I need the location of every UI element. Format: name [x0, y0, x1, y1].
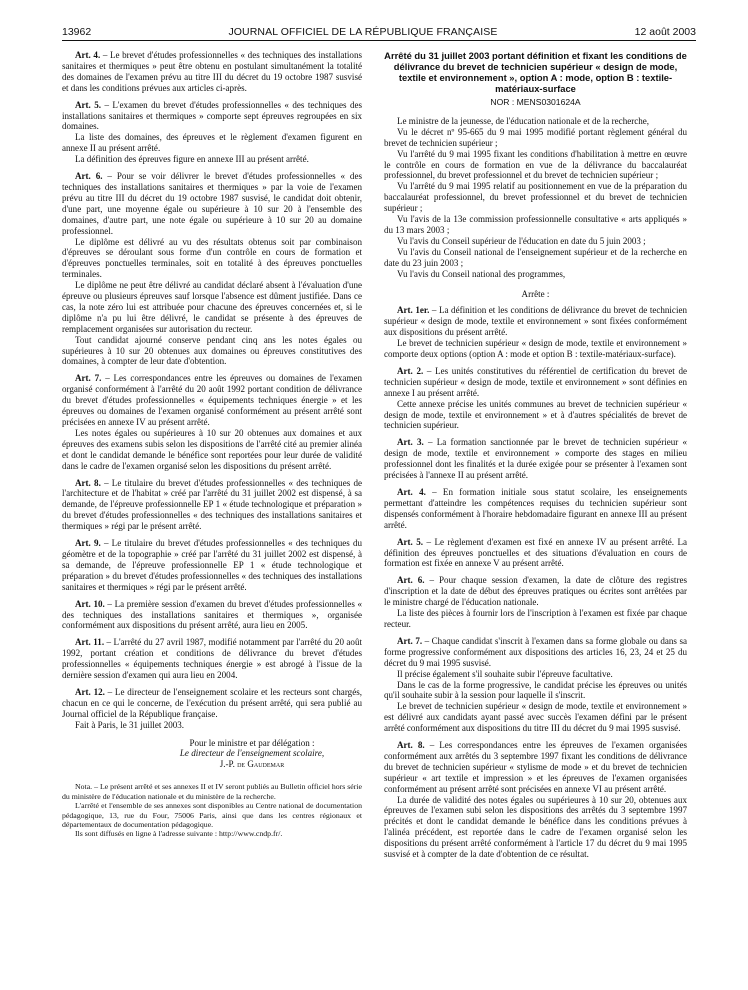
article-subparagraph	[384, 669, 687, 680]
article-text: La liste des domaines, des épreuves et le règlement d'examen figurent en annexe II au présent arrêté.	[62, 132, 362, 154]
signature-line: Pour le ministre et par délégation :	[189, 737, 315, 748]
article-label: Art. 12.	[75, 686, 105, 697]
article-label: Art. 9.	[75, 538, 101, 549]
article-paragraph	[384, 305, 687, 338]
article-paragraph	[62, 100, 362, 133]
article-paragraph	[62, 373, 362, 428]
article-label: Art. 6.	[75, 171, 103, 182]
article-label: Art. 8.	[75, 477, 101, 488]
signature-block	[142, 738, 362, 771]
article-label: Art. 11.	[75, 637, 105, 648]
footnote: L'arrêté et l'ensemble de ses annexes sont disponibles au Centre national de documentation pédagogique, 13, rue du Four, 75006 Paris, ainsi que dans les centres régionaux et départementaux de documentation pédagogique.	[62, 801, 362, 829]
article-text: – Le brevet d'études professionnelles « des techniques des installations sanitaires et thermiques » peut être obtenu en postulant simultanément la totalité des domaines de l'examen prévu au titre III du décret du 19 octobre 1987 susvisé et dans les conditions prévues aux articles ci-après.	[62, 50, 362, 93]
article-subparagraph	[384, 795, 687, 860]
article-text: Il précise également s'il souhaite subir l'épreuve facultative.	[397, 668, 613, 679]
article-text: – La définition et les conditions de délivrance du brevet de technicien supérieur « design de mode, textile et environnement » sont fixées conformément aux dispositions du présent arrêté.	[384, 305, 687, 338]
article-text: – Les unités constitutives du référentiel de certification du brevet de technicien supérieur « design de mode, textile et environnement » sont définies en annexe I au présent arrêté.	[384, 365, 687, 398]
place-date: Fait à Paris, le 31 juillet 2003.	[75, 719, 185, 730]
article-paragraph	[62, 637, 362, 681]
article-subparagraph	[384, 338, 687, 360]
preamble-paragraph: Vu l'avis du Conseil national de l'enseignement supérieur et de la recherche en date du 23 juin 2003 ;	[384, 246, 687, 268]
article-text: Tout candidat ajourné conserve pendant cinq ans les notes égales ou supérieures à 10 sur 20 obtenues aux domaines ou épreuves constitutives des domaines, à compter de leur date d'obtention.	[62, 334, 362, 367]
article-paragraph	[384, 575, 687, 608]
article-text: – L'arrêté du 27 avril 1987, modifié notamment par l'arrêté du 20 août 1992, portant création et conditions de délivrance du brevet d'études professionnelles « équipements techniques énergie » est abrogé à l'issue de la dernière session d'examen qui aura lieu en 2004.	[62, 637, 362, 681]
article-subparagraph	[384, 701, 687, 734]
article-text: – La formation sanctionnée par le brevet de technicien supérieur « design de mode, textile et environnement » comporte des stages en milieu professionnel dont les finalités et la durée exigée pour se présenter à l'examen sont précisées à l'annexe II au présent arrêté.	[384, 437, 687, 481]
article-label: Art. 4.	[397, 487, 426, 497]
article-paragraph	[384, 437, 687, 481]
article-paragraph	[384, 636, 687, 669]
article-text: – Le directeur de l'enseignement scolaire et les recteurs sont chargés, chacun en ce qui le concerne, de l'exécution du présent arrêté, qui sera publié au Journal officiel de la République française.	[62, 686, 362, 719]
article-paragraph	[384, 740, 687, 795]
arrete-heading: Arrête :	[521, 288, 550, 299]
footnote: Nota. – Le présent arrêté et ses annexes II et IV seront publiés au Bulletin officiel hors série du ministère de l'éducation nationale et du ministère de la recherche.	[62, 782, 362, 801]
article-text: Cette annexe précise les unités communes au brevet de technicien supérieur « design de mode, textile et environnement » et à d'autres spécialités de brevet de technicien supérieur.	[384, 398, 687, 431]
article-label: Art. 10.	[75, 598, 105, 609]
article-text: – Les correspondances entre les épreuves de l'examen organisées conformément aux arrêtés du 3 septembre 1997 fixant les conditions de délivrance du brevet de technicien supérieur « stylisme de mode » et du brevet de technicien supérieur « art textile et impression » et les épreuves de l'examen organisées conformément au présent arrêté sont précisées en annexe VI au présent arrêté.	[384, 740, 687, 794]
signature-role: Le directeur de l'enseignement scolaire,	[179, 748, 325, 759]
article-text: – Chaque candidat s'inscrit à l'examen dans sa forme globale ou dans sa forme progressive conformément aux dispositions des articles 16, 23, 24 et 25 du décret du 9 mai 1995 susvisé.	[384, 635, 687, 668]
article-label: Art. 7.	[75, 373, 102, 384]
page-number: 13962	[62, 26, 92, 38]
article-paragraph	[62, 171, 362, 236]
preamble-paragraph: Vu l'arrêté du 9 mai 1995 relatif au positionnement en vue de la préparation du baccalauréat professionnel, du brevet professionnel et du brevet de technicien supérieur ;	[384, 181, 687, 214]
signature-name: J.-P. de Gaudemar	[219, 759, 285, 770]
article-subparagraph	[62, 154, 362, 165]
article-text: – Pour se voir délivrer le brevet d'études professionnelles « des techniques des installations sanitaires et thermiques » par la voie de l'examen prévu au titre III du décret du 19 octobre 1987 susvisé, le candidat doit obtenir, d'une part, une moyenne égale ou supérieure à 10 sur 20 à l'ensemble des domaines, d'autre part, une note égale ou supérieure à 10 sur 20 au domaine professionnel.	[62, 171, 362, 236]
article-paragraph	[62, 599, 362, 632]
article-text: – La première session d'examen du brevet d'études professionnelles « des techniques des installations sanitaires et thermiques », organisée conformément aux dispositions du présent arrêté, aura lieu en 2005.	[62, 598, 362, 631]
left-column	[62, 50, 362, 975]
footnote: Ils sont diffusés en ligne à l'adresse suivante : http://www.cndp.fr/.	[75, 829, 283, 839]
article-paragraph	[62, 478, 362, 533]
article-subparagraph	[62, 132, 362, 154]
article-label: Art. 4.	[75, 50, 101, 60]
article-label: Art. 7.	[397, 635, 423, 646]
article-text: – Le titulaire du brevet d'études professionnelles « des techniques de l'architecture et de l'habitat » créé par l'arrêté du 31 juillet 2002 est dispensé, à sa demande, de l'épreuve professionnelle EP 1 « étude technologique et préparation » du brevet d'études professionnelles « des techniques des installations sanitaires et thermiques » régi par le présent arrêté.	[62, 477, 362, 532]
preamble-paragraph: Vu l'arrêté du 9 mai 1995 fixant les conditions d'habilitation à mettre en œuvre le contrôle en cours de formation en vue de la délivrance du baccalauréat professionnel, du brevet professionnel et du brevet de technicien supérieur ;	[384, 148, 687, 181]
article-paragraph	[62, 538, 362, 593]
article-subparagraph	[62, 237, 362, 281]
article-subparagraph	[62, 280, 362, 335]
article-text: La durée de validité des notes égales ou supérieures à 10 sur 20, obtenues aux épreuves de l'examen subi selon les dispositions des arrêtés du 3 septembre 1997 précités et dont le candidat demande le bénéfice dans les conditions prévues à l'alinéa précédent, est reportée dans le cadre de l'examen organisé selon les dispositions du présent arrêté conformément à l'article 17 du décret du 9 mai 1995 susvisé et à compter de la date d'obtention de ce résultat.	[384, 794, 687, 860]
article-paragraph	[384, 366, 687, 399]
article-paragraph	[384, 537, 687, 570]
article-subparagraph	[62, 335, 362, 368]
article-text: Le diplôme est délivré au vu des résultats obtenus soit par combinaison d'épreuves se déroulant sous forme d'un contrôle en cours de formation et d'épreuves ponctuelles terminales, soit en totalité à des épreuves ponctuelles terminales.	[62, 236, 362, 280]
preamble-paragraph: Le ministre de la jeunesse, de l'éducation nationale et de la recherche,	[397, 115, 650, 126]
article-label: Art. 8.	[397, 740, 425, 751]
article-paragraph	[62, 687, 362, 720]
footnotes	[62, 782, 362, 838]
article-text: – Le règlement d'examen est fixé en annexe IV au présent arrêté. La définition des épreuves ponctuelles et des situations d'évaluation en cours de formation est fixée en annexe V au présent arrêté.	[384, 536, 687, 569]
article-text: – L'examen du brevet d'études professionnelles « des techniques des installations sanitaires et thermiques » comporte sept épreuves regroupées en six domaines.	[62, 99, 362, 132]
article-subparagraph	[384, 680, 687, 702]
article-label: Art. 6.	[397, 575, 425, 586]
article-text: Dans le cas de la forme progressive, le candidat précise les épreuves ou unités qu'il souhaite subir à la session pour laquelle il s'inscrit.	[384, 679, 687, 701]
nor-reference: NOR : MENS0301624A	[490, 97, 581, 107]
issue-date: 12 août 2003	[634, 26, 696, 38]
article-subparagraph	[384, 608, 687, 630]
article-text: – En formation initiale sous statut scolaire, les enseignements permettant d'atteindre les compétences requises du technicien supérieur sont dispensés conformément à l'horaire hebdomadaire figurant en annexe III au présent arrêté.	[384, 487, 687, 530]
article-text: Le brevet de technicien supérieur « design de mode, textile et environnement » est délivré aux candidats ayant passé avec succès l'examen défini par le présent arrêté conformément aux dispositions du titre III du décret du 9 mai 1995 susvisé.	[384, 701, 687, 734]
article-text: Le diplôme ne peut être délivré au candidat déclaré absent à l'évaluation d'une épreuve ou plusieurs épreuves sauf lorsque l'absence est dûment justifiée. Dans ce cas, la note zéro lui est attribuée pour chacune des épreuves concernées et, si le diplôme n'a pu lui être délivré, le candidat se présente à des épreuves de remplacement organisées sur autorisation du recteur.	[62, 280, 362, 334]
preamble-paragraph: Vu l'avis de la 13e commission professionnelle consultative « arts appliqués » du 13 mars 2003 ;	[384, 214, 687, 235]
article-label: Art. 5.	[397, 536, 424, 547]
decree-title: Arrêté du 31 juillet 2003 portant définition et fixant les conditions de délivrance du brevet de technicien supérieur « design de mode, textile et environnement », option A : mode, option B : textile-matériaux-surface	[384, 50, 687, 94]
page-header	[62, 20, 696, 38]
article-text: La définition des épreuves figure en annexe III au présent arrêté.	[75, 154, 309, 165]
preamble-paragraph: Vu l'avis du Conseil supérieur de l'éducation en date du 5 juin 2003 ;	[397, 235, 646, 246]
preamble-paragraph: Vu le décret nº 95-665 du 9 mai 1995 modifié portant règlement général du brevet de technicien supérieur ;	[384, 126, 687, 148]
article-text: – Le titulaire du brevet d'études professionnelles « des techniques du géomètre et de la topographie » créé par l'arrêté du 31 juillet 2002 est dispensé, à sa demande, de l'épreuve professionnelle EP 1 « étude technologique et préparation » du brevet d'études professionnelles « des techniques des installations sanitaires et thermiques » régi par le présent arrêté.	[62, 538, 362, 592]
article-text: – Les correspondances entre les épreuves ou domaines de l'examen organisé conformément à l'arrêté du 20 août 1992 portant condition de délivrance du brevet d'études professionnelles « équipements techniques énergie » et les épreuves ou domaines de l'examen organisé conformément au présent arrêté sont précisées en annexe IV au présent arrêté.	[62, 373, 362, 427]
article-text: Les notes égales ou supérieures à 10 sur 20 obtenues aux domaines et aux épreuves des examens subis selon les dispositions de l'arrêté cité au premier alinéa et dont le candidat demande le bénéfice sont reportées pour leur durée de validité dans le cadre de l'examen organisé selon les dispositions du présent arrêté.	[62, 427, 362, 471]
journal-title: JOURNAL OFFICIEL DE LA RÉPUBLIQUE FRANÇAISE	[228, 26, 498, 38]
preamble-paragraph: Vu l'avis du Conseil national des programmes,	[397, 268, 566, 279]
article-paragraph	[62, 50, 362, 94]
article-text: – Pour chaque session d'examen, la date de clôture des registres d'inscription et la date de début des épreuves pratiques ou écrites sont arrêtées par le ministre chargé de l'éducation nationale.	[384, 575, 687, 608]
article-label: Art. 3.	[397, 437, 424, 448]
right-column	[384, 50, 687, 985]
header-rule	[62, 40, 696, 41]
article-label: Art. 1er.	[397, 305, 430, 316]
article-text: La liste des pièces à fournir lors de l'inscription à l'examen est fixée par chaque recteur.	[384, 608, 687, 629]
article-subparagraph	[384, 399, 687, 432]
article-paragraph	[384, 487, 687, 531]
article-label: Art. 5.	[75, 99, 102, 110]
article-subparagraph	[62, 428, 362, 472]
article-text: Le brevet de technicien supérieur « design de mode, textile et environnement » comporte deux options (option A : mode et option B : textile-matériaux-surface).	[384, 338, 687, 360]
article-label: Art. 2.	[397, 365, 424, 376]
